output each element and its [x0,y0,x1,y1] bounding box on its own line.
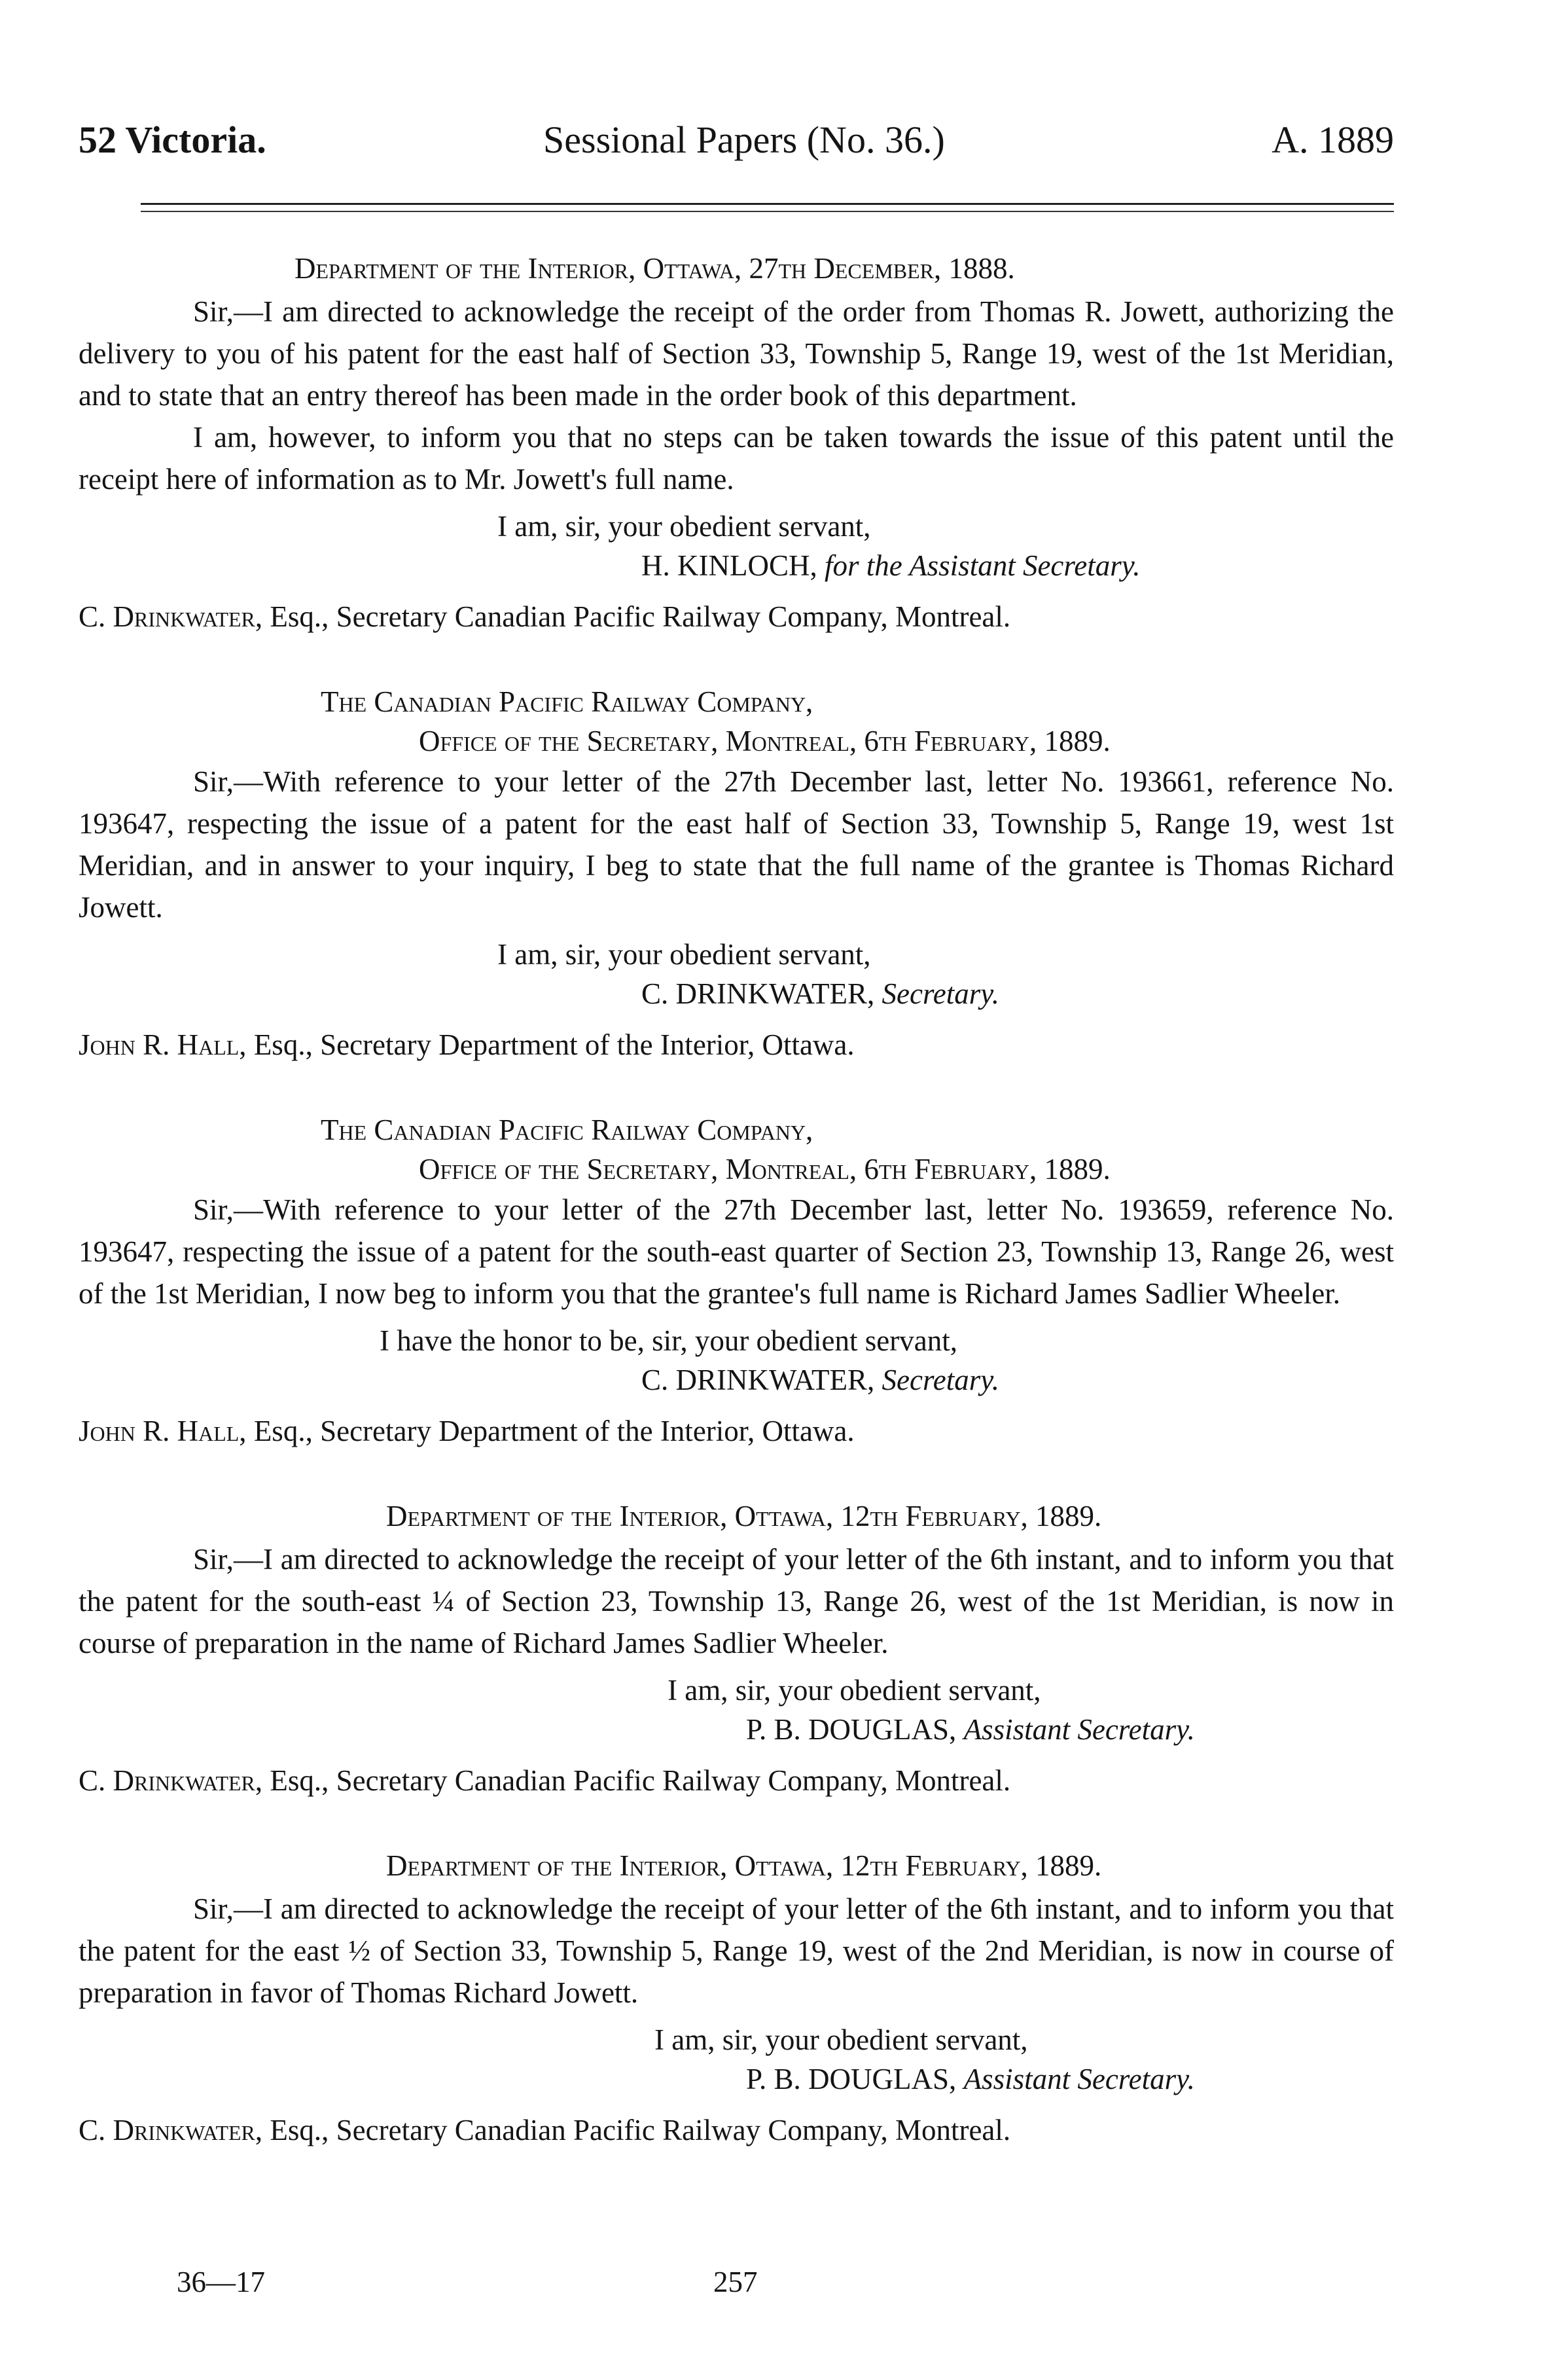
addressee-name: C. Drinkwater, [79,2114,263,2146]
letter-3 [79,1110,1394,1451]
signature-title: for the Assistant Secretary. [824,549,1141,582]
letter-4 [79,1496,1394,1800]
letter-paragraph: Sir,—With reference to your letter of the 27th December last, letter No. 193661, reference No. 193647, respecting the issue of a patent for the east half of Section 33, Township 5, Range 19, west 1st Meridian, and in answer to your inquiry, I beg to state that the full name of the grantee is Thomas Richard Jowett. [79,765,1394,924]
signature-name: P. B. DOUGLAS, [746,2063,957,2095]
addressee-name: C. Drinkwater, [79,600,263,633]
letter-signature [79,1360,1394,1400]
letter-place-date: Department of the Interior, Ottawa, 12th February, 1889. [386,1500,1102,1532]
letter-closing: I have the honor to be, sir, your obedient servant, [380,1324,957,1357]
signature-name: P. B. DOUGLAS, [746,1713,957,1746]
header-title: Sessional Papers (No. 36.) [543,118,945,161]
letters-body [79,249,1394,2150]
header-year: A. 1889 [1272,118,1394,161]
header-rule-thick [141,203,1394,205]
addressee-rest: Esq., Secretary Canadian Pacific Railway Company, Montreal. [270,2114,1011,2146]
letter-company: The Canadian Pacific Railway Company, [321,1113,813,1146]
header-volume: 52 Victoria. [79,118,266,161]
letter-1 [79,249,1394,636]
letter-company: The Canadian Pacific Railway Company, [321,685,813,718]
letter-addressee [79,597,1394,636]
letter-paragraph: Sir,—I am directed to acknowledge the receipt of the order from Thomas R. Jowett, authorizing the delivery to you of his patent for the east half of Section 33, Township 5, Range 19, west of the 1st Meridian, and to state that an entry thereof has been made in the order book of this department. [79,295,1394,412]
letter-paragraph: Sir,—With reference to your letter of the 27th December last, letter No. 193659, reference No. 193647, respecting the issue of a patent for the south-east quarter of Section 23, Township 13, Range 26, west of the 1st Meridian, I now beg to inform you that the grantee's full name is Richard James Sadlier Wheeler. [79,1193,1394,1310]
signature-title: Secretary. [882,1364,1000,1396]
letter-2 [79,682,1394,1064]
addressee-rest: Esq., Secretary Canadian Pacific Railway Company, Montreal. [270,600,1011,633]
signature-title: Assistant Secretary. [963,1713,1195,1746]
letter-place-date: Department of the Interior, Ottawa, 27th December, 1888. [294,252,1015,285]
signature-name: H. KINLOCH, [641,549,817,582]
addressee-rest: Esq., Secretary Canadian Pacific Railway Company, Montreal. [270,1764,1011,1797]
addressee-rest: Esq., Secretary Department of the Interior, Ottawa. [253,1415,855,1447]
page-number: 257 [713,2266,758,2298]
letter-place-date: Office of the Secretary, Montreal, 6th February, 1889. [419,1153,1111,1186]
addressee-rest: Esq., Secretary Department of the Interior, Ottawa. [253,1028,855,1061]
addressee-name: John R. Hall, [79,1028,247,1061]
signature-name: C. DRINKWATER, [641,1364,875,1396]
letter-signature [79,1710,1394,1749]
letter-closing: I am, sir, your obedient servant, [668,1674,1041,1707]
signature-title: Secretary. [882,977,1000,1010]
letter-paragraph: Sir,—I am directed to acknowledge the receipt of your letter of the 6th instant, and to inform you that the patent for the south-east ¼ of Section 23, Township 13, Range 26, west of the 1st Meridian, is now in course of preparation in the name of Richard James Sadlier Wheeler. [79,1543,1394,1659]
letter-addressee [79,1761,1394,1800]
letter-closing: I am, sir, your obedient servant, [497,938,871,971]
letter-signature [79,546,1394,585]
addressee-name: C. Drinkwater, [79,1764,263,1797]
letter-paragraph: I am, however, to inform you that no steps can be taken towards the issue of this patent until the receipt here of information as to Mr. Jowett's full name. [79,421,1394,496]
letter-addressee [79,1411,1394,1451]
letter-addressee [79,1025,1394,1064]
letter-place-date: Office of the Secretary, Montreal, 6th February, 1889. [419,725,1111,757]
signature-title: Assistant Secretary. [963,2063,1195,2095]
addressee-name: John R. Hall, [79,1415,247,1447]
header-rule-thin [141,211,1394,212]
letter-signature [79,2059,1394,2099]
page-header [79,98,1394,161]
letter-closing: I am, sir, your obedient servant, [654,2023,1028,2056]
letter-paragraph: Sir,—I am directed to acknowledge the receipt of your letter of the 6th instant, and to inform you that the patent for the east ½ of Section 33, Township 5, Range 19, west of the 2nd Meridian, is now in course of preparation in favor of Thomas Richard Jowett. [79,1892,1394,2009]
letter-place-date: Department of the Interior, Ottawa, 12th February, 1889. [386,1849,1102,1882]
signature-name: C. DRINKWATER, [641,977,875,1010]
letter-closing: I am, sir, your obedient servant, [497,510,871,543]
letter-signature [79,974,1394,1013]
letter-addressee [79,2110,1394,2150]
footer-signature-mark: 36—17 [177,2266,265,2298]
letter-5 [79,1846,1394,2150]
